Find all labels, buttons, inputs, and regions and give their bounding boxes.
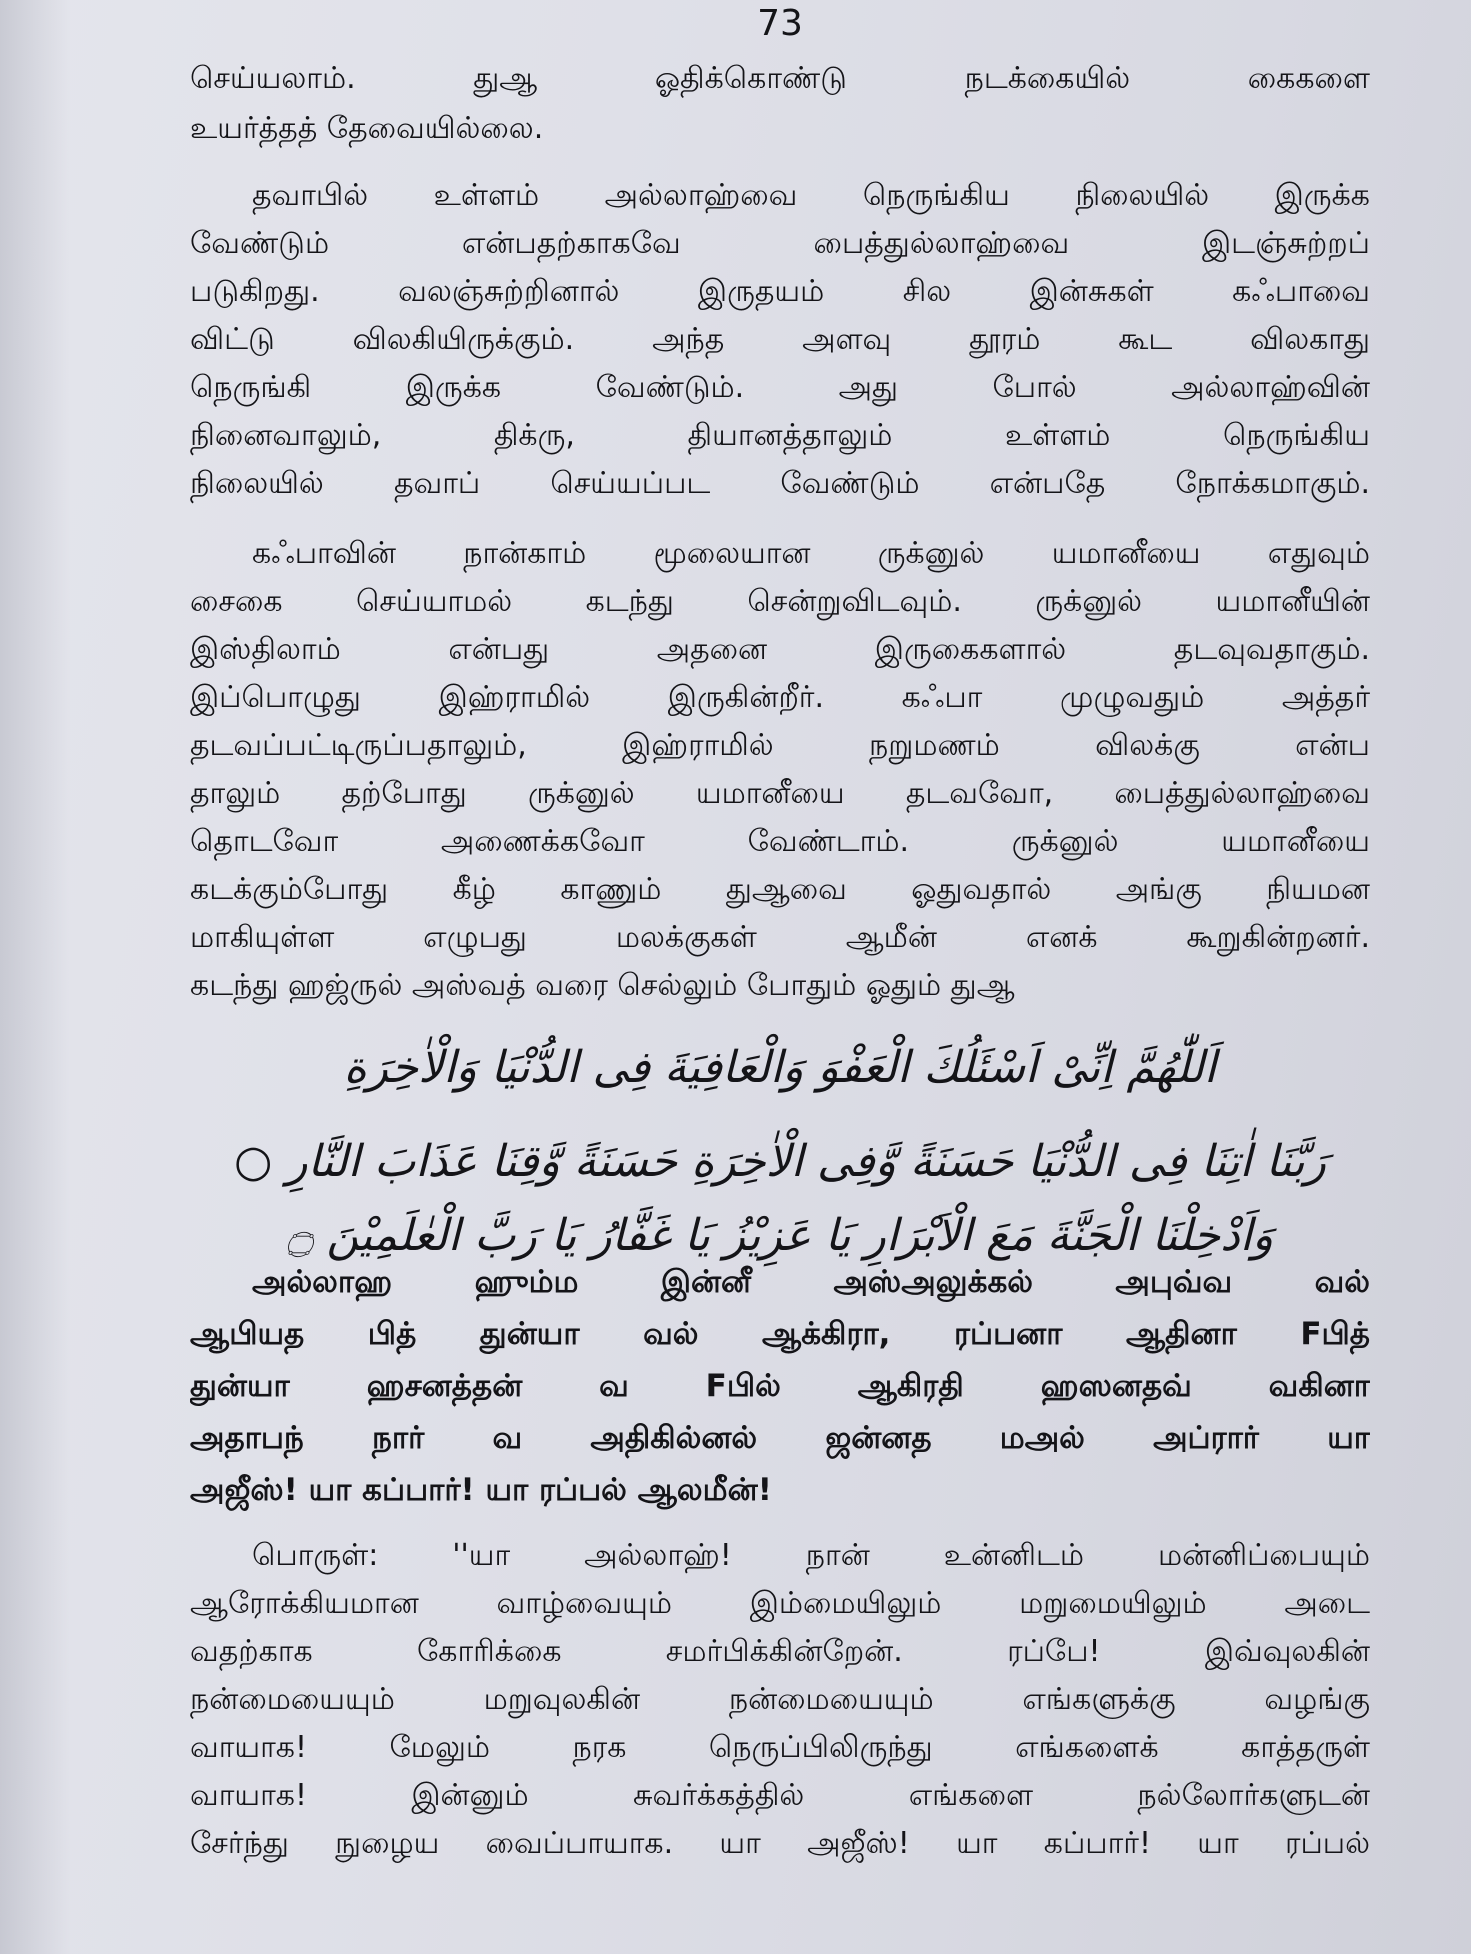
paragraph3-line: தொடவோ அணைக்கவோ வேண்டாம். ருக்னுல் யமானீயை xyxy=(190,824,1370,859)
paragraph2-line: நினைவாலும், திக்ரு, தியானத்தாலும் உள்ளம் நெருங்கிய xyxy=(190,418,1370,453)
paragraph3-line: சைகை செய்யாமல் கடந்து சென்றுவிடவும். ருக்னுல் யமானீயின் xyxy=(190,584,1370,619)
arabic-dua-line: وَاَدْخِلْنَا الْجَنَّةَ مَعَ الْاَبْرَارِ یَا عَزِیْزُ یَا غَفَّارُ یَا رَبَّ الْعٰلَمِیْنَ ۝ xyxy=(286,1210,1274,1261)
page-edge-shadow xyxy=(0,0,70,1954)
meaning-line: ஆரோக்கியமான வாழ்வையும் இம்மையிலும் மறுமையிலும் அடை xyxy=(190,1586,1370,1621)
transliteration-line: அல்லாஹ ஹும்ம இன்னீ அஸ்அலுக்கல் அபுவ்வ வல் xyxy=(252,1264,1370,1300)
meaning-line: நன்மையையும் மறுவுலகின் நன்மையையும் எங்களுக்கு வழங்கு xyxy=(190,1682,1370,1717)
transliteration-line: துன்யா ஹசனத்தன் வ Fபில் ஆகிரதி ஹஸனதவ் வகினா xyxy=(190,1368,1370,1404)
paragraph2-line: நெருங்கி இருக்க வேண்டும். அது போல் அல்லாஹ்வின் xyxy=(190,370,1370,405)
paragraph3-line: மாகியுள்ள எழுபது மலக்குகள் ஆமீன் எனக் கூறுகின்றனர். xyxy=(190,920,1370,955)
page-number: 73 xyxy=(757,3,803,44)
arabic-dua-line: رَبَّنَا اٰتِنَا فِی الدُّنْیَا حَسَنَةً وَّفِی الْاٰخِرَةِ حَسَنَةً وَّقِنَا عَذَابَ النَّارِ ○ xyxy=(234,1136,1326,1187)
paragraph3-line: கஃபாவின் நான்காம் மூலையான ருக்னுல் யமானீயை எதுவும் xyxy=(252,536,1370,571)
transliteration-line: அதாபந் நார் வ அதிகில்னல் ஜன்னத மஅல் அப்ரார் யா xyxy=(190,1420,1370,1456)
paragraph1-line: செய்யலாம். துஆ ஓதிக்கொண்டு நடக்கையில் கைகளை xyxy=(190,61,1370,96)
paragraph3-line: கடந்து ஹஜ்ருல் அஸ்வத் வரை செல்லும் போதும் ஓதும் துஆ xyxy=(190,968,1015,1003)
paragraph2-line: படுகிறது. வலஞ்சுற்றினால் இருதயம் சில இன்சுகள் கஃபாவை xyxy=(190,274,1370,309)
paragraph3-line: இஸ்திலாம் என்பது அதனை இருகைகளால் தடவுவதாகும். xyxy=(190,632,1370,667)
arabic-dua-line: اَللّٰهُمَّ اِنِّیْ اَسْئَلُكَ الْعَفْوَ وَالْعَافِیَةَ فِی الدُّنْیَا وَالْاٰخِرَةِ xyxy=(343,1042,1217,1093)
transliteration-line: அஜீஸ்! யா கப்பார்! யா ரப்பல் ஆலமீன்! xyxy=(190,1472,772,1508)
paragraph3-line: தாலும் தற்போது ருக்னுல் யமானீயை தடவவோ, பைத்துல்லாஹ்வை xyxy=(190,776,1370,811)
paragraph2-line: வேண்டும் என்பதற்காகவே பைத்துல்லாஹ்வை இடஞ்சுற்றப் xyxy=(190,226,1370,261)
paragraph3-line: இப்பொழுது இஹ்ராமில் இருகின்றீர். கஃபா முழுவதும் அத்தர் xyxy=(190,680,1370,715)
meaning-line: சேர்ந்து நுழைய வைப்பாயாக. யா அஜீஸ்! யா கப்பார்! யா ரப்பல் xyxy=(190,1826,1370,1861)
paragraph2-line: நிலையில் தவாப் செய்யப்பட வேண்டும் என்பதே நோக்கமாகும். xyxy=(190,466,1370,501)
paragraph1-line: உயர்த்தத் தேவையில்லை. xyxy=(190,111,544,146)
transliteration-line: ஆபியத பித் துன்யா வல் ஆக்கிரா, ரப்பனா ஆதினா Fபித் xyxy=(190,1316,1370,1352)
paragraph2-line: விட்டு விலகியிருக்கும். அந்த அளவு தூரம் கூட விலகாது xyxy=(190,322,1370,357)
meaning-line: வாயாக! இன்னும் சுவர்க்கத்தில் எங்களை நல்லோர்களுடன் xyxy=(190,1778,1370,1813)
paragraph3-line: கடக்கும்போது கீழ் காணும் துஆவை ஓதுவதால் அங்கு நியமன xyxy=(190,872,1370,907)
book-page xyxy=(190,0,1370,1954)
meaning-line: வாயாக! மேலும் நரக நெருப்பிலிருந்து எங்களைக் காத்தருள் xyxy=(190,1730,1370,1765)
meaning-line: வதற்காக கோரிக்கை சமர்பிக்கின்றேன். ரப்பே! இவ்வுலகின் xyxy=(190,1634,1370,1669)
paragraph3-line: தடவப்பட்டிருப்பதாலும், இஹ்ராமில் நறுமணம் விலக்கு என்ப xyxy=(190,728,1370,763)
meaning-line: பொருள்: ''யா அல்லாஹ்! நான் உன்னிடம் மன்னிப்பையும் xyxy=(252,1538,1370,1573)
paragraph2-line: தவாபில் உள்ளம் அல்லாஹ்வை நெருங்கிய நிலையில் இருக்க xyxy=(252,178,1370,213)
